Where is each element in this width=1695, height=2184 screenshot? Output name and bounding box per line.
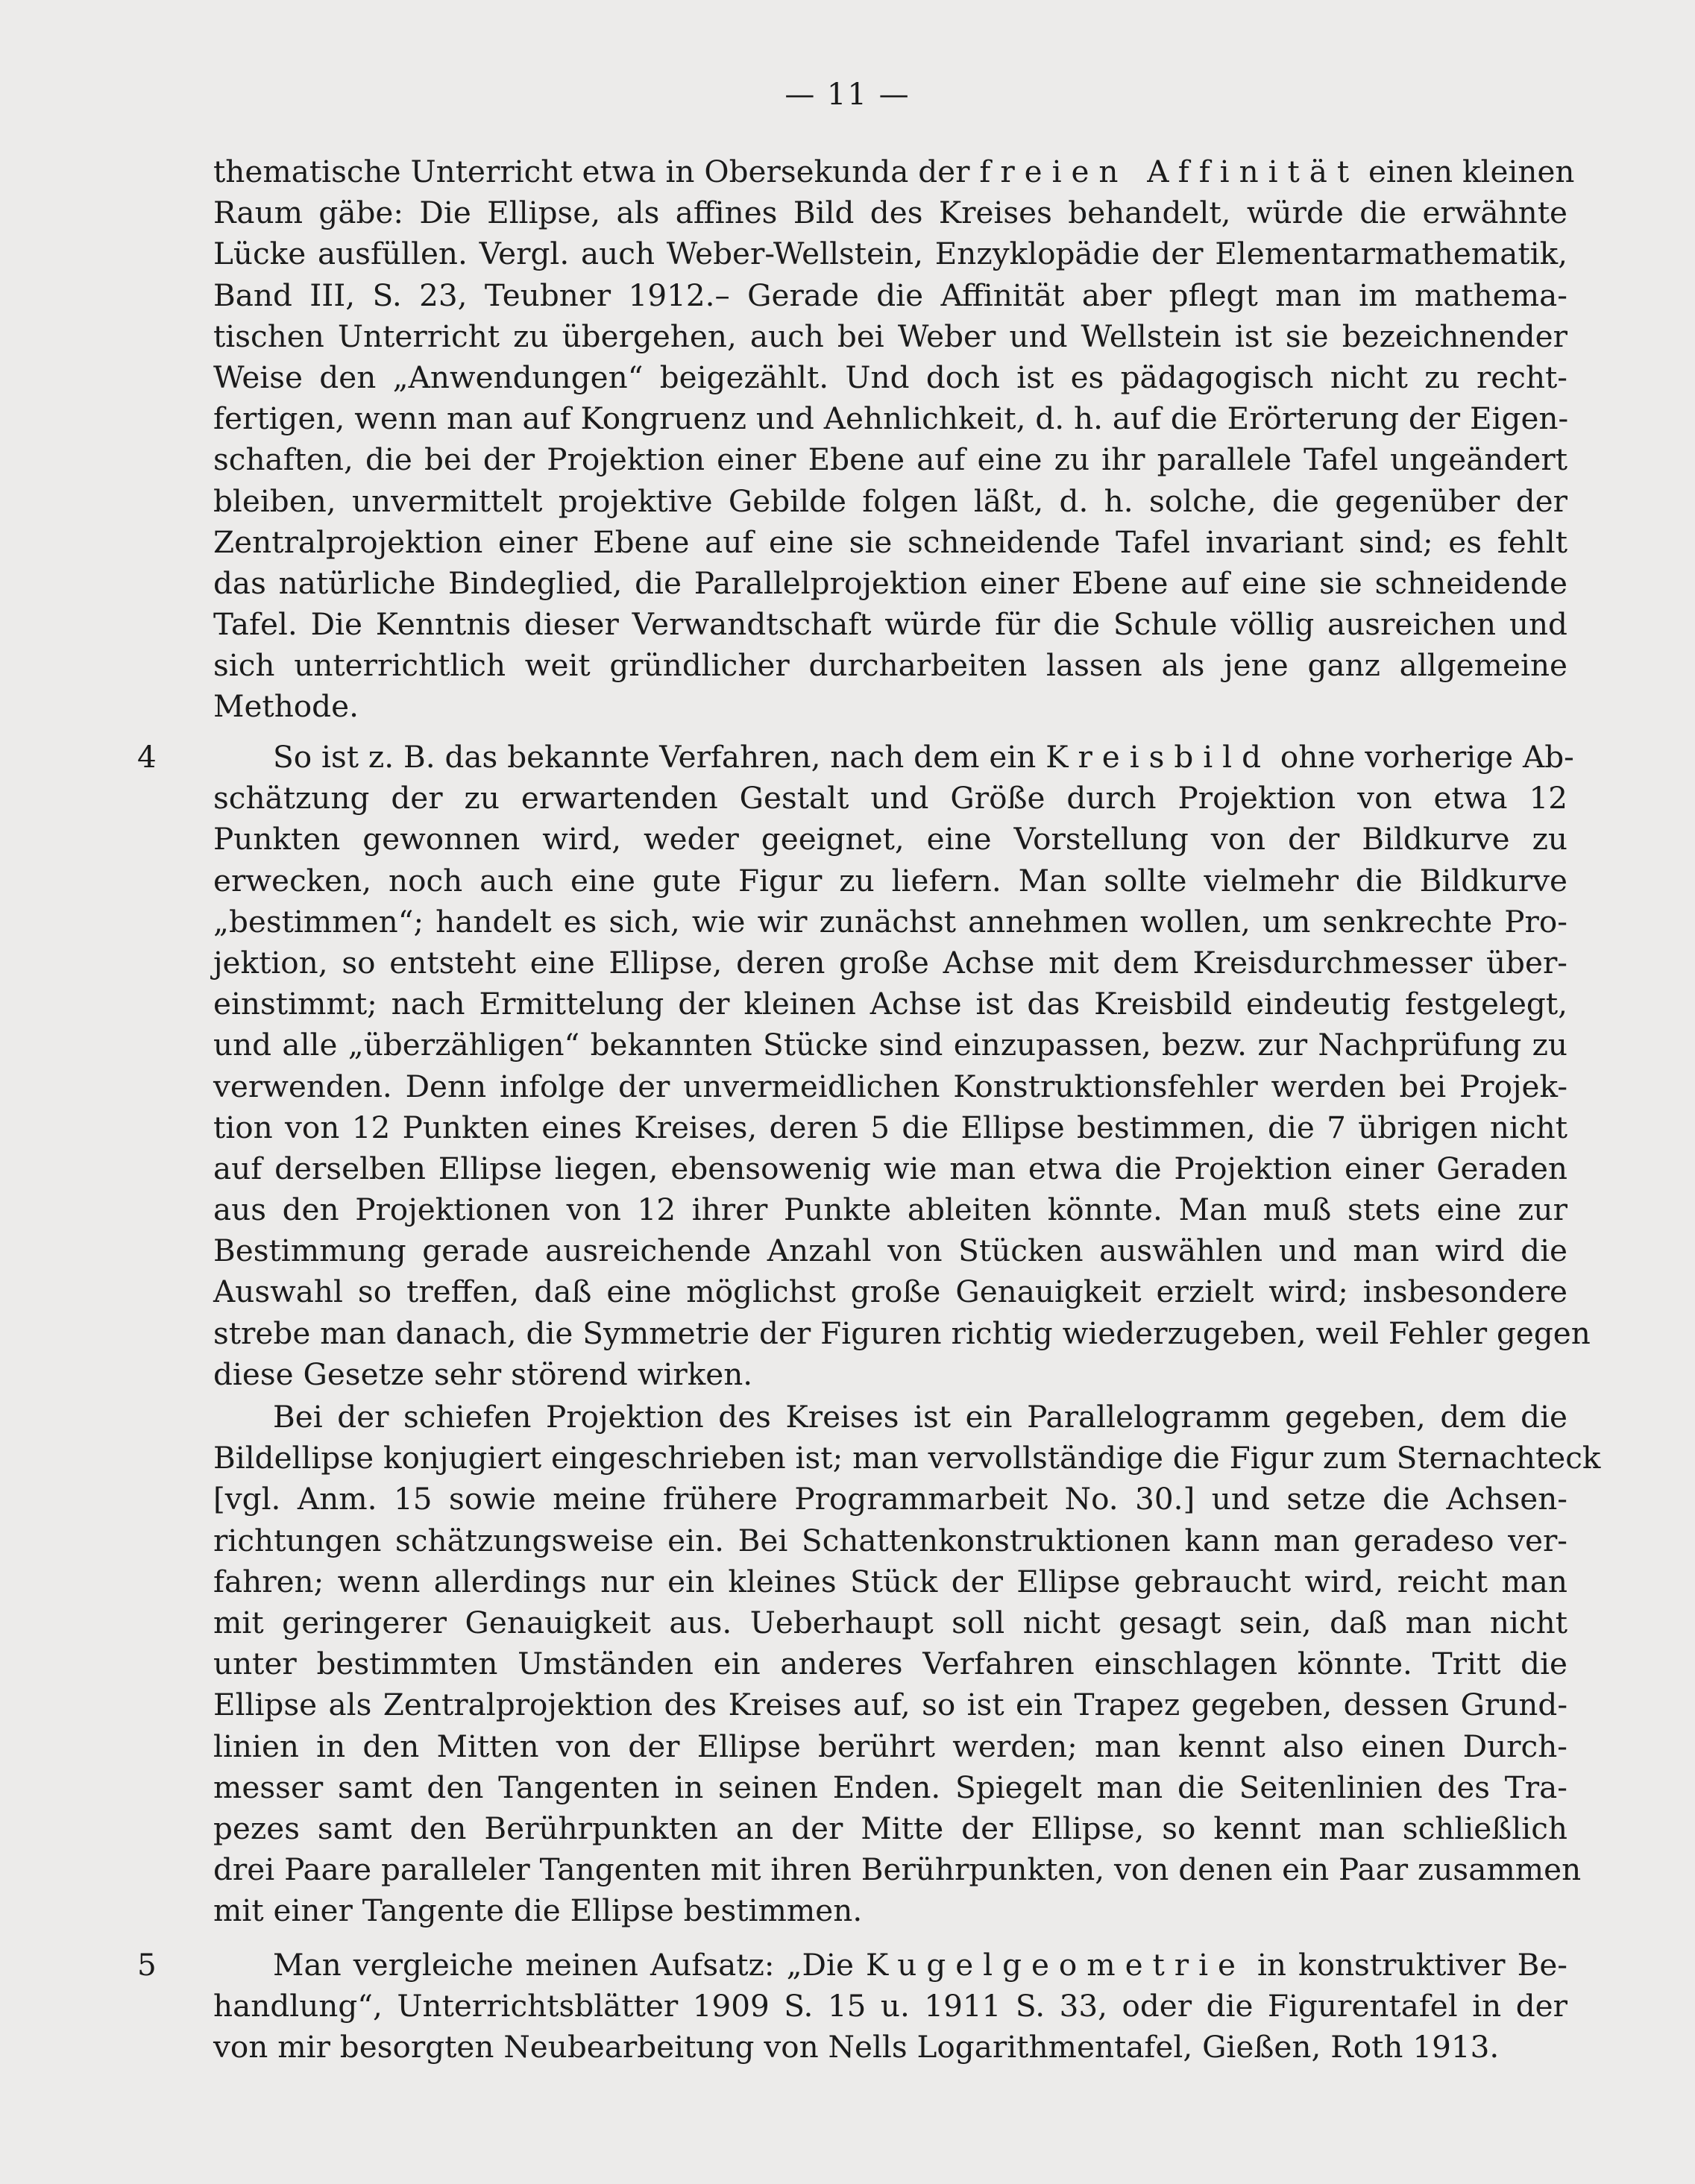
text-line [213, 316, 1567, 357]
text-segment: von mir besorgten Neubearbeitung von Nells Logarithmentafel, Gießen, Roth 1913. [213, 2029, 1500, 2065]
text-segment: Auswahl so treffen, daß eine möglichst große Genauigkeit erzielt wird; insbesondere [213, 1274, 1567, 1310]
text-segment: und alle „überzähligen“ bekannten Stücke sind einzupassen, bezw. zur Nachprüfung zu [213, 1027, 1567, 1063]
text-line [213, 604, 1567, 645]
note-number-5: 5 [137, 1947, 157, 1983]
text-segment: mit geringerer Genauigkeit aus. Ueberhaupt soll nicht gesagt sein, daß man nicht [213, 1604, 1567, 1640]
text-segment: strebe man danach, die Symmetrie der Figuren richtig wiederzugeben, weil Fehler gegen [213, 1315, 1591, 1351]
text-segment: bleiben, unvermittelt projektive Gebilde folgen läßt, d. h. solche, die gegenüber der [213, 482, 1567, 519]
text-segment: Bestimmung gerade ausreichende Anzahl von Stücken auswählen und man wird die [213, 1233, 1567, 1269]
text-line [213, 1849, 1582, 1890]
text-line [213, 481, 1567, 522]
text-segment: erwecken, noch auch eine gute Figur zu liefern. Man sollte vielmehr die Bildkurve [213, 862, 1567, 899]
text-line [213, 1561, 1567, 1602]
text-line [213, 1986, 1567, 2027]
text-segment: Ellipse als Zentralprojektion des Kreises auf, so ist ein Trapez gegeben, dessen Grund- [213, 1687, 1567, 1723]
text-line [213, 439, 1567, 480]
text-line [213, 686, 1567, 727]
text-segment: Bei der schiefen Projektion des Kreises ist ein Parallelogramm gegeben, dem die [273, 1399, 1567, 1435]
text-line [213, 1354, 1567, 1395]
text-line [213, 1520, 1567, 1561]
text-line [213, 942, 1567, 984]
text-line [213, 819, 1567, 860]
note-4-second-paragraph [213, 1397, 1601, 1931]
text-line [213, 357, 1567, 398]
text-line [213, 1107, 1567, 1148]
text-line [213, 1189, 1567, 1230]
note-5-paragraph [213, 1945, 1567, 2068]
text-segment: richtungen schätzungsweise ein. Bei Schattenkonstruktionen kann man geradeso ver- [213, 1522, 1567, 1558]
text-segment: So ist z. B. das bekannte Verfahren, nach dem ein [273, 739, 1046, 775]
text-line [213, 1313, 1591, 1354]
spaced-emphasis: Kugelgeometrie [865, 1947, 1245, 1983]
text-line [213, 1025, 1567, 1066]
text-segment: Punkten gewonnen wird, weder geeignet, eine Vorstellung von der Bildkurve zu [213, 821, 1567, 857]
note-4-paragraph [213, 737, 1591, 1395]
text-segment: ohne vorherige Ab- [1270, 739, 1574, 775]
text-segment: Weise den „Anwendungen“ beigezählt. Und doch ist es pädagogisch nicht zu recht- [213, 359, 1567, 395]
text-segment: Bildellipse konjugiert eingeschrieben ist; man vervollständige die Figur zum Sternachteck [213, 1440, 1601, 1476]
text-segment: schaften, die bei der Projektion einer Ebene auf eine zu ihr parallele Tafel ungeändert [213, 441, 1567, 478]
text-segment: Methode. [213, 688, 359, 725]
text-segment: Band III, S. 23, Teubner 1912.– Gerade die Affinität aber pflegt man im mathema- [213, 277, 1567, 313]
text-line [213, 1230, 1567, 1271]
text-line [213, 275, 1567, 316]
text-segment: jektion, so entsteht eine Ellipse, deren große Achse mit dem Kreisdurchmesser über- [213, 944, 1567, 981]
text-segment: das natürliche Bindeglied, die Parallelprojektion einer Ebene auf eine sie schneidende [213, 564, 1567, 601]
text-segment: einstimmt; nach Ermittelung der kleinen Achse ist das Kreisbild eindeutig festgelegt, [213, 986, 1567, 1022]
text-line [213, 1767, 1567, 1808]
text-line [213, 1643, 1567, 1684]
text-segment: fahren; wenn allerdings nur ein kleines Stück der Ellipse gebraucht wird, reicht man [213, 1563, 1567, 1599]
text-line [213, 1148, 1567, 1189]
text-segment: schätzung der zu erwartenden Gestalt und Größe durch Projektion von etwa 12 [213, 780, 1567, 816]
text-segment: [vgl. Anm. 15 sowie meine frühere Programmarbeit No. 30.] und setze die Achsen- [213, 1481, 1567, 1517]
text-line [213, 1726, 1567, 1767]
text-segment: Raum gäbe: Die Ellipse, als affines Bild des Kreises behandelt, würde die erwähnte [213, 195, 1567, 231]
note-continuation-paragraph [213, 151, 1575, 728]
text-line [213, 984, 1567, 1025]
text-line [213, 398, 1567, 439]
text-segment: tischen Unterricht zu übergehen, auch bei Weber und Wellstein ist sie bezeichnender [213, 318, 1567, 354]
text-line [213, 1890, 1567, 1931]
text-segment: Tafel. Die Kenntnis dieser Verwandtschaft würde für die Schule völlig ausreichen und [213, 606, 1567, 643]
text-segment: handlung“, Unterrichtsblätter 1909 S. 15 u. 1911 S. 33, oder die Figurentafel in der [213, 1988, 1567, 2024]
text-line [213, 1602, 1567, 1643]
text-line [213, 1438, 1601, 1479]
text-line [213, 1397, 1567, 1438]
text-segment: messer samt den Tangenten in seinen Enden. Spiegelt man die Seitenlinien des Tra- [213, 1769, 1567, 1805]
text-segment: unter bestimmten Umständen ein anderes Verfahren einschlagen könnte. Tritt die [213, 1646, 1567, 1682]
text-line [213, 563, 1567, 604]
text-segment: pezes samt den Berührpunkten an der Mitte der Ellipse, so kennt man schließlich [213, 1810, 1567, 1846]
text-line [213, 737, 1574, 778]
text-line [213, 1271, 1567, 1312]
spaced-emphasis: Kreisbild [1045, 739, 1271, 775]
text-line [213, 901, 1567, 942]
text-line [213, 522, 1567, 563]
text-line [213, 1808, 1567, 1849]
text-segment: thematische Unterricht etwa in Obersekunda der [213, 154, 980, 189]
page-number: — 11 — [784, 78, 911, 112]
text-line [213, 151, 1575, 192]
text-segment: linien in den Mitten von der Ellipse berührt werden; man kennt also einen Durch- [213, 1728, 1567, 1764]
text-line [213, 1479, 1567, 1520]
text-line [213, 1945, 1567, 1986]
text-segment: diese Gesetze sehr störend wirken. [213, 1356, 753, 1392]
text-segment: Lücke ausfüllen. Vergl. auch Weber-Wellstein, Enzyklopädie der Elementarmathematik, [213, 236, 1567, 272]
text-line [213, 192, 1567, 233]
text-segment: mit einer Tangente die Ellipse bestimmen. [213, 1892, 863, 1929]
text-line [213, 233, 1567, 274]
text-line [213, 1684, 1567, 1725]
text-segment: fertigen, wenn man auf Kongruenz und Aehnlichkeit, d. h. auf die Erörterung der Eigen- [213, 400, 1569, 437]
text-segment: „bestimmen“; handelt es sich, wie wir zunächst annehmen wollen, um senkrechte Pro- [213, 903, 1567, 940]
text-segment: verwenden. Denn infolge der unvermeidlichen Konstruktionsfehler werden bei Projek- [213, 1068, 1567, 1104]
text-segment: einen kleinen [1359, 154, 1575, 189]
spaced-emphasis: freien Affinität [979, 154, 1359, 189]
text-segment: drei Paare paralleler Tangenten mit ihren Berührpunkten, von denen ein Paar zusammen [213, 1851, 1582, 1888]
text-line [213, 645, 1567, 686]
text-line [213, 2027, 1567, 2068]
text-line [213, 1066, 1567, 1107]
text-segment: Zentralprojektion einer Ebene auf eine sie schneidende Tafel invariant sind; es fehlt [213, 523, 1567, 560]
text-line [213, 778, 1567, 819]
text-segment: tion von 12 Punkten eines Kreises, deren 5 die Ellipse bestimmen, die 7 übrigen nicht [213, 1109, 1567, 1145]
text-segment: auf derselben Ellipse liegen, ebensowenig wie man etwa die Projektion einer Geraden [213, 1150, 1567, 1186]
text-line [213, 860, 1567, 901]
text-segment: in konstruktiver Be- [1245, 1947, 1567, 1983]
text-segment: Man vergleiche meinen Aufsatz: „Die [273, 1947, 866, 1983]
note-number-4: 4 [137, 739, 157, 775]
text-segment: aus den Projektionen von 12 ihrer Punkte ableiten könnte. Man muß stets eine zur [213, 1192, 1567, 1228]
text-segment: sich unterrichtlich weit gründlicher durcharbeiten lassen als jene ganz allgemeine [213, 647, 1567, 684]
